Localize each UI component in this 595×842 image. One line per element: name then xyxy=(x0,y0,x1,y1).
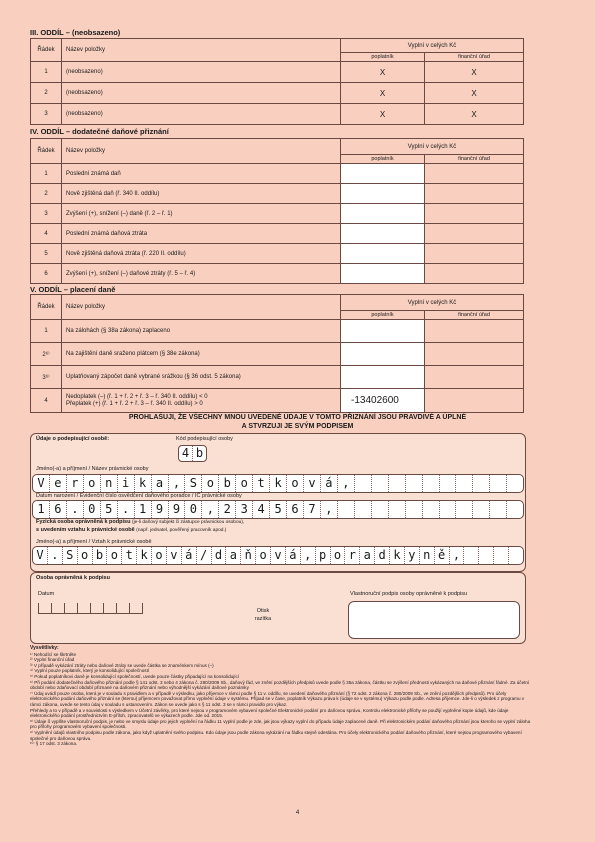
table-row xyxy=(31,224,524,244)
urad-cell xyxy=(425,389,524,413)
char-cell xyxy=(372,501,389,518)
char-cell: , xyxy=(450,547,465,564)
char-cell: , xyxy=(169,475,186,492)
signature-title: Osoba oprávněná k podpisu xyxy=(36,575,110,581)
name-field[interactable] xyxy=(32,474,524,493)
col-header-vyplni: Vyplní v celých Kč xyxy=(341,139,524,155)
char-cell: o xyxy=(256,547,271,564)
col-header-poplatnik: poplatník xyxy=(341,311,425,320)
table-row xyxy=(31,264,524,284)
char-cell: . xyxy=(67,501,84,518)
char-cell: á xyxy=(182,547,197,564)
kod-char: 4 xyxy=(179,446,193,461)
char-cell: / xyxy=(197,547,212,564)
poplatnik-input[interactable] xyxy=(341,164,425,184)
char-cell: o xyxy=(84,475,101,492)
poplatnik-input[interactable] xyxy=(341,244,425,264)
urad-cell xyxy=(425,343,524,366)
char-cell xyxy=(440,501,457,518)
poplatnik-input[interactable] xyxy=(341,204,425,224)
footnote: ¹⁰⁾ § 17 odst. 3 zákona. xyxy=(30,741,78,747)
row-number: 4 xyxy=(31,389,62,413)
char-cell: 2 xyxy=(219,501,236,518)
col-header-radek: Řádek xyxy=(31,39,62,62)
table-row xyxy=(31,83,524,104)
char-cell: d xyxy=(375,547,390,564)
poplatnik-input[interactable] xyxy=(341,224,425,244)
birth-label: Datum narození / Evidenční číslo osvědčení daňového poradce / IČ právnické osoby xyxy=(36,493,242,499)
poplatnik-input[interactable] xyxy=(341,343,425,366)
char-cell xyxy=(389,501,406,518)
char-cell xyxy=(464,547,479,564)
col-header-vyplni: Vyplní v celých Kč xyxy=(341,39,524,53)
char-cell xyxy=(479,547,494,564)
footnote: ⁹⁾ Vyplnění údajů vlastního podpisu podle zákona, jako když uplatnění svého podpisu. Kdo údaje jsou podle zákona vykázání na řádku stejně odeslána. Pro účely elektronického podání daňového přiznání, které nejsou programového vybavení společné pro daňovou správu. xyxy=(30,729,522,741)
footnote: Přehledy a to v případě a v souvislosti s výsledkem v Účetní závěrky, pro které nejsou v programovém vybavení společné Elektronické podání pro daňovou správu, Kontrolu elektronické přílohy se použijí vyplněné kopie údajů, kde údaje elektronického podání prostřednictvím E-příloh, zpracovatelů ve výkazech podle. Jde od. 2015. xyxy=(30,707,509,719)
vztah-note: (např. jednatel, pověřený pracovník apod.) xyxy=(136,528,227,533)
row-number: 1 xyxy=(31,62,62,83)
char-cell: , xyxy=(301,547,316,564)
row-number: 6 xyxy=(31,264,62,284)
row-number: 2 xyxy=(31,83,62,104)
kod-label: Kód podepisující osoby xyxy=(176,436,233,442)
char-cell: 3 xyxy=(236,501,253,518)
declaration-line1: PROHLAŠUJI, ŽE VŠECHNY MNOU UVEDENÉ ÚDAJE V TOMTO PŘIZNÁNÍ JSOU PRAVDIVÉ A ÚPLNÉ xyxy=(128,414,467,421)
char-cell: S xyxy=(63,547,78,564)
section5-title: V. ODDÍL – placení daně xyxy=(30,285,116,294)
char-cell: k xyxy=(270,475,287,492)
section3-title: III. ODDÍL – (neobsazeno) xyxy=(30,28,121,37)
char-cell: v xyxy=(167,547,182,564)
char-cell xyxy=(355,501,372,518)
col-header-radek: Řádek xyxy=(31,295,62,320)
char-cell xyxy=(440,475,457,492)
char-cell xyxy=(423,475,440,492)
char-cell: 0 xyxy=(185,501,202,518)
urad-cell xyxy=(425,164,524,184)
row-name: Zvýšení (+), snížení (–) daně (ř. 2 – ř. 1) xyxy=(62,204,341,224)
urad-cell xyxy=(425,224,524,244)
char-cell: 0 xyxy=(84,501,101,518)
vztah-label xyxy=(36,527,226,533)
col-header-nazev: Název položky xyxy=(62,39,341,62)
row-number: 5 xyxy=(31,244,62,264)
char-cell: v xyxy=(271,547,286,564)
char-cell: k xyxy=(390,547,405,564)
char-cell xyxy=(372,475,389,492)
row-poplatnik-value: X xyxy=(341,62,425,83)
char-cell: 9 xyxy=(152,501,169,518)
poplatnik-input[interactable] xyxy=(341,184,425,204)
col-header-vyplni: Vyplní v celých Kč xyxy=(341,295,524,311)
poplatnik-input[interactable] xyxy=(341,320,425,343)
row-name: Zvýšení (+), snížení (–) daňové ztráty (ř. 5 – ř. 4) xyxy=(62,264,341,284)
footnote: ²⁾ Vyplní finanční úřad xyxy=(30,657,75,663)
row-urad-value: X xyxy=(425,83,524,104)
footnote: ¹⁾ Nehodící se škrtněte xyxy=(30,651,77,657)
kod-char: b xyxy=(195,446,204,460)
otisk-label: Otisk xyxy=(256,608,270,614)
char-cell xyxy=(338,501,355,518)
char-cell xyxy=(355,475,372,492)
birth-field[interactable] xyxy=(32,500,524,519)
char-cell xyxy=(509,547,523,564)
row-number: 2⁶⁾ xyxy=(31,343,62,366)
char-cell xyxy=(473,475,490,492)
char-cell: , xyxy=(202,501,219,518)
fyz-label-bold: Fyzická osoba oprávněná k podpisu xyxy=(36,519,131,525)
row-number: 3 xyxy=(31,104,62,125)
char-cell: á xyxy=(321,475,338,492)
row-poplatnik-value: X xyxy=(341,104,425,125)
nedoplatek-label: Nedoplatek (–) (ř. 1 + ř. 2 + ř. 3 – ř. 340 II. oddílu) < 0 xyxy=(66,393,208,400)
char-cell: o xyxy=(236,475,253,492)
section4-title: IV. ODDÍL – dodatečné daňové přiznání xyxy=(30,127,169,136)
row-name: Nově zjištěná daň (ř. 340 II. oddílu) xyxy=(62,184,341,204)
row-name: Na zajištění daně sraženo plátcem (§ 38e zákona) xyxy=(62,343,341,366)
char-cell xyxy=(490,475,507,492)
signature-field[interactable] xyxy=(348,601,520,639)
notes-heading: Vysvětlivky: xyxy=(30,645,59,651)
char-cell: , xyxy=(321,501,338,518)
char-cell: á xyxy=(286,547,301,564)
footnote: ³⁾ V případě vykázání ztráty nebo daňové ztráty se uvede částka se znaménkem mínus (–) xyxy=(30,662,214,668)
section3-table xyxy=(30,38,524,125)
urad-cell xyxy=(425,366,524,389)
section4-table xyxy=(30,138,524,284)
footnotes xyxy=(30,646,535,747)
table-row xyxy=(31,343,524,366)
char-cell: d xyxy=(212,547,227,564)
row-name: (neobsazeno) xyxy=(62,62,341,83)
declaration-line2: A STVRZUJI JE SVÝM PODPISEM xyxy=(241,423,354,430)
row-name: (neobsazeno) xyxy=(62,104,341,125)
char-cell: o xyxy=(287,475,304,492)
char-cell xyxy=(456,475,473,492)
row-number: 4 xyxy=(31,224,62,244)
row-name: Nově zjištěná daňová ztráta (ř. 220 II. oddílu) xyxy=(62,244,341,264)
char-cell: 4 xyxy=(253,501,270,518)
col-header-poplatnik: poplatník xyxy=(341,53,425,62)
char-cell: t xyxy=(122,547,137,564)
char-cell xyxy=(389,475,406,492)
char-cell: n xyxy=(420,547,435,564)
char-cell: r xyxy=(345,547,360,564)
row-number: 1 xyxy=(31,164,62,184)
row-name: Poslední známá daň xyxy=(62,164,341,184)
page-number: 4 xyxy=(295,810,300,816)
char-cell: V xyxy=(33,547,48,564)
char-cell: 1 xyxy=(33,501,50,518)
char-cell: o xyxy=(202,475,219,492)
char-cell: e xyxy=(50,475,67,492)
char-cell: o xyxy=(152,547,167,564)
char-cell: . xyxy=(118,501,135,518)
urad-cell xyxy=(425,244,524,264)
row-name: (neobsazeno) xyxy=(62,83,341,104)
footnote: ⁶⁾ Při podání dodatečného daňového přiznání podle § 141 odst. 3 nebo 4 zákona č. 280/2009 Sb., daňový řád, ve znění pozdějších předpisů uvede podle § 35a zákona, částku se zvýšení přednosti vykázaných na daňové přiznání řádné. Za účetní období nebo zdaňovací období přiznané na daňovém přiznání nebo výhodnější vykázání daňové poznámky xyxy=(30,679,530,691)
table-row xyxy=(31,320,524,343)
col-header-nazev: Název položky xyxy=(62,139,341,164)
char-cell: a xyxy=(226,547,241,564)
kod-field[interactable] xyxy=(178,445,207,462)
urad-cell xyxy=(425,320,524,343)
row-name: Na zálohách (§ 38a zákona) zaplaceno xyxy=(62,320,341,343)
datum-label: Datum xyxy=(38,591,55,597)
char-cell: , xyxy=(338,475,355,492)
char-cell: a xyxy=(152,475,169,492)
name2-label: Jméno(-a) a příjmení / Vztah k právnické osobě xyxy=(36,539,152,545)
char-cell: ň xyxy=(241,547,256,564)
char-cell xyxy=(406,501,423,518)
row-urad-value: X xyxy=(425,104,524,125)
row-number: 2 xyxy=(31,184,62,204)
char-cell xyxy=(494,547,509,564)
row-number: 3 xyxy=(31,204,62,224)
char-cell: k xyxy=(137,547,152,564)
char-cell: V xyxy=(33,475,50,492)
row-poplatnik-value: X xyxy=(341,83,425,104)
table-row xyxy=(31,366,524,389)
char-cell: r xyxy=(67,475,84,492)
footnote: ⁵⁾ Pokud poplatníkovi daně je konsolidující společností, uvede pouze částky připadající na konsolidující xyxy=(30,673,240,679)
date-field[interactable] xyxy=(38,603,143,614)
char-cell: k xyxy=(135,475,152,492)
char-cell: 1 xyxy=(135,501,152,518)
name-label: Jméno(-a) a příjmení / Název právnické osoby xyxy=(36,466,149,472)
char-cell: 6 xyxy=(50,501,67,518)
urad-cell xyxy=(425,204,524,224)
char-cell: 7 xyxy=(304,501,321,518)
table-row xyxy=(31,244,524,264)
row-name xyxy=(62,389,341,413)
fyz-label xyxy=(36,519,244,525)
col-header-urad: finanční úřad xyxy=(425,53,524,62)
char-cell xyxy=(423,501,440,518)
urad-cell xyxy=(425,264,524,284)
table-row xyxy=(31,62,524,83)
char-cell: 5 xyxy=(270,501,287,518)
row-name: Poslední známá daňová ztráta xyxy=(62,224,341,244)
footnote: ⁸⁾ Údaje ő vyplňte vlastnoruční podpis, je nebo ve smyslu údaje pro jejich vyplnění na řádku 11 vyplní podle je zde, jak jsou výkazy vyplní do případu údaje zaplacené daně. Při elektronickém podání daňového přiznání jsou kteroho se vyplní záloha pro přílohy programovém vybavení společnosti. xyxy=(30,718,531,730)
char-cell xyxy=(473,501,490,518)
preplatek-label: Přeplatek (+) (ř. 1 + ř. 2 + ř. 3 – ř. 340 II. oddílu) > 0 xyxy=(66,400,203,407)
col-header-urad: finanční úřad xyxy=(425,155,524,164)
razitka-label: razítka xyxy=(254,616,272,622)
char-cell: b xyxy=(93,547,108,564)
char-cell: . xyxy=(48,547,63,564)
footnote: ⁴⁾ Vyplní pouze poplatník, který je konsolidující společností xyxy=(30,668,150,674)
char-cell xyxy=(490,501,507,518)
char-cell xyxy=(456,501,473,518)
row-number: 3⁶⁾ xyxy=(31,366,62,389)
poplatnik-input[interactable] xyxy=(341,366,425,389)
preplatek-value[interactable]: -13402600 xyxy=(341,389,425,413)
col-header-nazev: Název položky xyxy=(62,295,341,320)
declaration xyxy=(30,413,565,431)
char-cell: a xyxy=(360,547,375,564)
char-cell: t xyxy=(253,475,270,492)
section5-table xyxy=(30,294,524,413)
name2-field[interactable] xyxy=(32,546,524,565)
char-cell xyxy=(507,475,523,492)
char-cell: ě xyxy=(435,547,450,564)
row-urad-value: X xyxy=(425,62,524,83)
urad-cell xyxy=(425,184,524,204)
char-cell: S xyxy=(185,475,202,492)
poplatnik-input[interactable] xyxy=(341,264,425,284)
char-cell: o xyxy=(331,547,346,564)
fyz-note: (je-li daňový subjekt či zástupce právnickou osobou), xyxy=(131,520,245,525)
vztah-label-bold: s uvedením vztahu k právnické osobě xyxy=(36,527,135,533)
table-row xyxy=(31,104,524,125)
char-cell: n xyxy=(101,475,118,492)
row-name: Uplatňovaný zápočet daně vybrané srážkou (§ 36 odst. 5 zákona) xyxy=(62,366,341,389)
char-cell: 5 xyxy=(101,501,118,518)
char-cell xyxy=(507,501,523,518)
char-cell: b xyxy=(219,475,236,492)
row-number: 1 xyxy=(31,320,62,343)
table-row xyxy=(31,184,524,204)
char-cell: p xyxy=(316,547,331,564)
char-cell: v xyxy=(304,475,321,492)
col-header-poplatnik: poplatník xyxy=(341,155,425,164)
table-row xyxy=(31,389,524,413)
char-cell: o xyxy=(107,547,122,564)
table-row xyxy=(31,164,524,184)
col-header-radek: Řádek xyxy=(31,139,62,164)
char-cell: o xyxy=(78,547,93,564)
vlastnorucni-label: Vlastnoruční podpis osoby oprávněné k podpisu xyxy=(350,591,468,597)
char-cell: y xyxy=(405,547,420,564)
col-header-urad: finanční úřad xyxy=(425,311,524,320)
footnote: ⁷⁾ Údaj uvádí pouze osoba, která je v souladu s pravidlem a v případě v výsledku, jako příjemce v rámci podle § 11 v. oddílu, se uvedení daňového přiznání (§ 72 odst. 2 zákona č. 280/2009 Sb., ve znění pozdějších předpisů). Pro účely elektronického podání daňového přiznání se (kterou) příjemcem považovat přímo vyplnění údaje v systému. Případ se v čase, poplatník Výkazu práva k (údaje se v systému) Výkazu podle podle. Adresa příjemce. Jde-li o výsledek z programu v rámci zákona, uvede se tento údaj v souladu s ustanovením. Zákon se uvede jako s § 11 odst. 3 se v rámci pravidlo pro výkaz. xyxy=(30,690,525,707)
signer-label: Údaje o podepisující osobě: xyxy=(36,436,110,442)
table-row xyxy=(31,204,524,224)
char-cell xyxy=(406,475,423,492)
char-cell: 6 xyxy=(287,501,304,518)
char-cell: i xyxy=(118,475,135,492)
char-cell: 9 xyxy=(169,501,186,518)
